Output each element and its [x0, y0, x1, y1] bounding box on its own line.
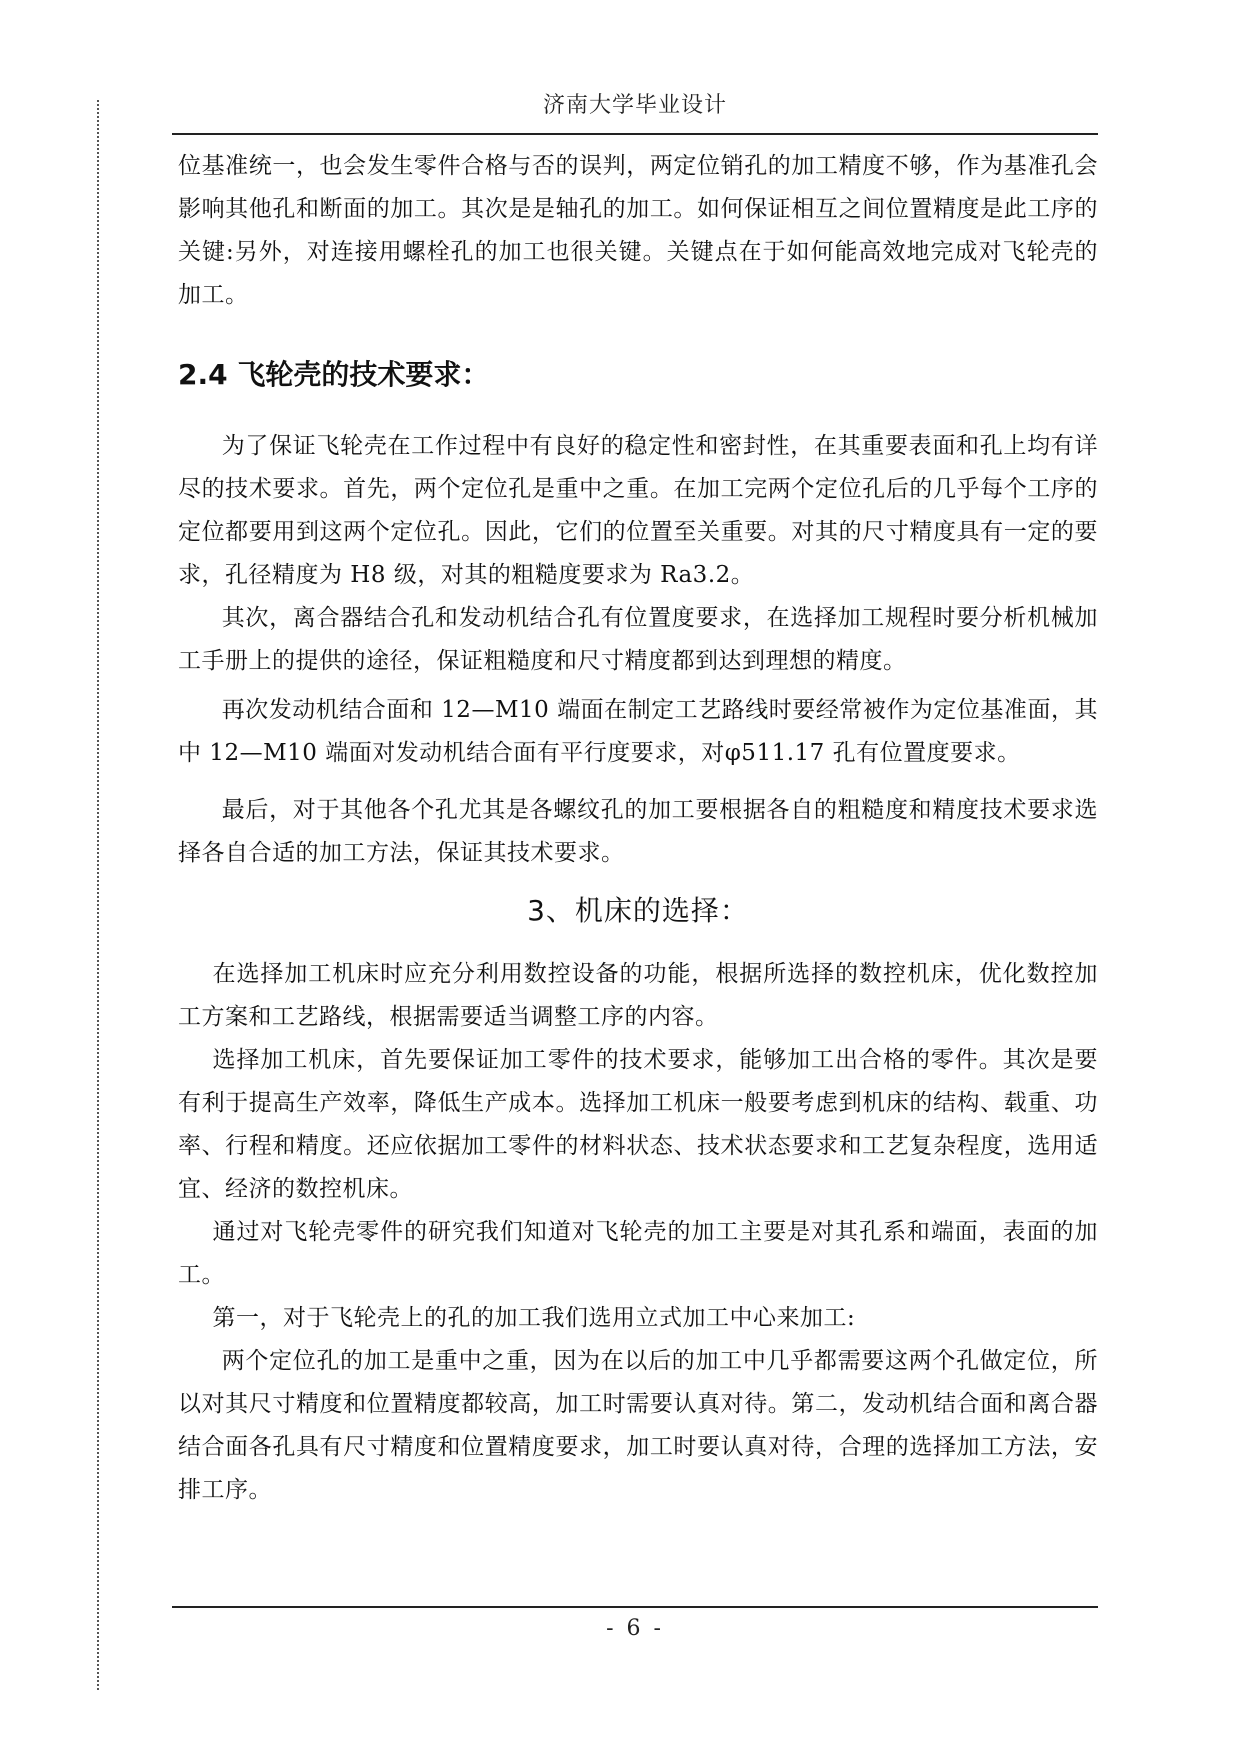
paragraph-3-1: 在选择加工机床时应充分利用数控设备的功能，根据所选择的数控机床，优化数控加工方案和工艺路线，根据需要适当调整工序的内容。 — [178, 961, 1098, 1030]
paragraph-intro: 位基准统一，也会发生零件合格与否的误判，两定位销孔的加工精度不够，作为基准孔会影响其他孔和断面的加工。其次是是轴孔的加工。如何保证相互之间位置精度是此工序的关键:另外，对连接用螺栓孔的加工也很关键。关键点在于如何能高效地完成对飞轮壳的加工。 — [178, 153, 1098, 308]
footer-divider — [172, 1606, 1098, 1608]
page-number: - 6 - — [606, 1616, 664, 1641]
paragraph-3-2: 选择加工机床，首先要保证加工零件的技术要求，能够加工出合格的零件。其次是要有利于提高生产效率，降低生产成本。选择加工机床一般要考虑到机床的结构、载重、功率、行程和精度。还应依据加工零件的材料状态、技术状态要求和工艺复杂程度，选用适宜、经济的数控机床。 — [178, 1047, 1098, 1202]
paragraph-3-4: 第一，对于飞轮壳上的孔的加工我们选用立式加工中心来加工: — [212, 1305, 856, 1331]
page-header-title: 济南大学毕业设计 — [542, 93, 727, 118]
paragraph-2-4-4: 最后，对于其他各个孔尤其是各螺纹孔的加工要根据各自的粗糙度和精度技术要求选择各自合适的加工方法，保证其技术要求。 — [178, 797, 1098, 866]
binding-margin-line — [97, 100, 99, 1690]
chapter-heading-3: 3、机床的选择： — [527, 894, 749, 927]
paragraph-3-5: 两个定位孔的加工是重中之重，因为在以后的加工中几乎都需要这两个孔做定位，所以对其尺寸精度和位置精度都较高，加工时需要认真对待。第二，发动机结合面和离合器结合面各孔具有尺寸精度和位置精度要求，加工时要认真对待，合理的选择加工方法，安排工序。 — [178, 1348, 1098, 1503]
header-divider — [172, 133, 1098, 135]
paragraph-2-4-3: 再次发动机结合面和 12—M10 端面在制定工艺路线时要经常被作为定位基准面，其中 12—M10 端面对发动机结合面有平行度要求，对φ511.17 孔有位置度要求。 — [178, 697, 1098, 766]
paragraph-2-4-2: 其次，离合器结合孔和发动机结合孔有位置度要求，在选择加工规程时要分析机械加工手册上的提供的途径，保证粗糙度和尺寸精度都到达到理想的精度。 — [178, 605, 1098, 674]
section-heading-2-4: 2.4 飞轮壳的技术要求： — [178, 358, 490, 391]
paragraph-3-3: 通过对飞轮壳零件的研究我们知道对飞轮壳的加工主要是对其孔系和端面，表面的加工。 — [178, 1219, 1098, 1288]
document-body — [178, 145, 1098, 1512]
paragraph-2-4-1: 为了保证飞轮壳在工作过程中有良好的稳定性和密封性，在其重要表面和孔上均有详尽的技术要求。首先，两个定位孔是重中之重。在加工完两个定位孔后的几乎每个工序的定位都要用到这两个定位孔。因此，它们的位置至关重要。对其的尺寸精度具有一定的要求，孔径精度为 H8 级，对其的粗糙度要求为 Ra3.2。 — [178, 433, 1098, 588]
